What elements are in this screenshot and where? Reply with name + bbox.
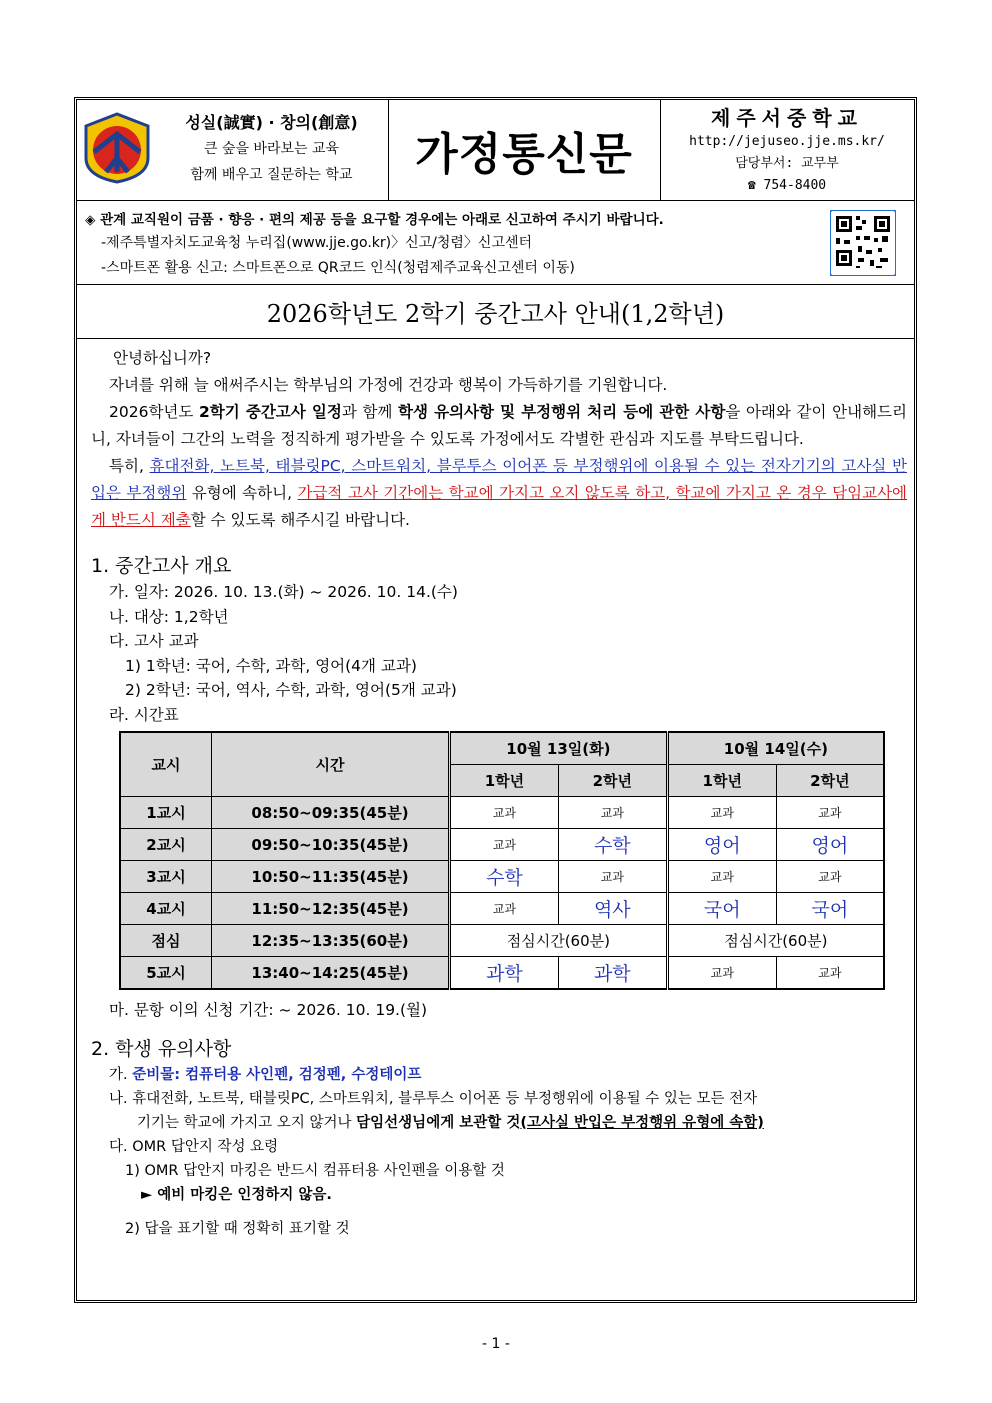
greeting: 안녕하십니까? (113, 349, 212, 367)
exam-timetable (119, 731, 885, 990)
title-cell (388, 100, 661, 200)
school-motto (159, 110, 384, 188)
subject-cell: 영어 (776, 829, 884, 861)
school-name: 제주서중학교 (711, 106, 863, 130)
school-logo-icon (84, 112, 150, 184)
logo-cell (77, 100, 389, 200)
subject-cell: 국어 (667, 893, 776, 925)
document-title: 2026학년도 2학기 중간고사 안내(1,2학년) (266, 299, 725, 328)
subject-cell: 국어 (776, 893, 884, 925)
list-item: 1) 1학년: 국어, 수학, 과학, 영어(4개 교과) (125, 656, 417, 675)
period-cell: 3교시 (120, 861, 212, 893)
header-grade: 1학년 (667, 765, 776, 797)
time-cell: 08:50~09:35(45분) (212, 797, 450, 829)
newsletter-title: 가정통신문 (415, 129, 633, 180)
table-row (120, 925, 884, 957)
subject-cell: 교과 (776, 957, 884, 990)
subject-cell: 교과 (558, 861, 667, 893)
table-row (120, 893, 884, 925)
subject-cell: 교과 (450, 893, 559, 925)
supplies-text: 준비물: 컴퓨터용 사인펜, 검정펜, 수정테이프 (132, 1066, 422, 1083)
time-cell: 11:50~12:35(45분) (212, 893, 450, 925)
integrity-notice (77, 200, 914, 285)
subject-cell: 수학 (450, 861, 559, 893)
time-cell: 09:50~10:35(45분) (212, 829, 450, 861)
header-day: 10월 14일(수) (667, 732, 884, 765)
document-title-bar (77, 284, 914, 339)
time-cell: 13:40~14:25(45분) (212, 957, 450, 990)
department: 담당부서: 교무부 (735, 156, 839, 171)
motto-line: 함께 배우고 질문하는 학교 (190, 167, 353, 183)
list-item: 마. 문항 이의 신청 기간: ~ 2026. 10. 19.(월) (109, 1001, 428, 1019)
header-day: 10월 13일(화) (450, 732, 668, 765)
intro-paragraph (91, 399, 907, 453)
warning-paragraph (91, 453, 907, 534)
header-grade: 2학년 (558, 765, 667, 797)
table-row (120, 797, 884, 829)
notice-line: ◈ 관계 교직원이 금품 · 향응 · 편의 제공 등을 요구할 경우에는 아래로 신고하여 주시기 바랍니다. (85, 212, 664, 228)
list-item (91, 1111, 907, 1135)
time-cell: 12:35~13:35(60분) (212, 925, 450, 957)
table-row (120, 957, 884, 990)
list-item: 나. 휴대전화, 노트북, 태블릿PC, 스마트워치, 블루투스 이어폰 등 부정행위에 이용될 수 있는 모든 전자 (109, 1090, 758, 1107)
period-cell: 4교시 (120, 893, 212, 925)
header-grade: 1학년 (450, 765, 559, 797)
bold-text: 학생 유의사항 및 부정행위 처리 등에 관한 사항 (398, 403, 726, 421)
subject-cell: 영어 (667, 829, 776, 861)
underline-text: (고사실 반입은 부정행위 유형에 속함) (520, 1114, 764, 1131)
section-title: 1. 중간고사 개요 (91, 555, 232, 577)
list-item: 라. 시간표 (109, 705, 179, 724)
period-cell: 점심 (120, 925, 212, 957)
table-row (120, 829, 884, 861)
subject-cell: 교과 (558, 797, 667, 829)
school-url[interactable]: http://jejuseo.jje.ms.kr/ (689, 134, 885, 149)
phone: ☎ 754-8400 (747, 178, 827, 193)
list-item: 다. 고사 교과 (109, 632, 199, 650)
text: 기기는 학교에 가지고 오지 않거나 (137, 1114, 357, 1131)
list-item: 나. 대상: 1,2학년 (109, 607, 229, 626)
list-item: 1) OMR 답안지 마킹은 반드시 컴퓨터용 사인펜을 이용할 것 (125, 1162, 505, 1179)
subject-cell: 교과 (667, 861, 776, 893)
lunch-cell: 점심시간(60분) (450, 925, 668, 957)
subject-cell: 교과 (450, 797, 559, 829)
subject-cell: 교과 (667, 957, 776, 990)
subject-cell: 교과 (776, 861, 884, 893)
header-period: 교시 (120, 732, 212, 797)
subject-cell: 수학 (558, 829, 667, 861)
subject-cell: 교과 (450, 829, 559, 861)
text: 과 함께 (341, 403, 399, 421)
period-cell: 5교시 (120, 957, 212, 990)
period-cell: 2교시 (120, 829, 212, 861)
motto-line: 성실(誠實) · 창의(創意) (185, 113, 358, 132)
header-grade: 2학년 (776, 765, 884, 797)
time-cell: 10:50~11:35(45분) (212, 861, 450, 893)
notice-line: -스마트폰 활용 신고: 스마트폰으로 QR코드 인식(청렴제주교육신고센터 이동) (101, 260, 575, 276)
subject-cell: 과학 (450, 957, 559, 990)
document-frame (74, 97, 917, 1303)
subject-cell: 교과 (667, 797, 776, 829)
text: 을 아래와 같이 안내해드리니, 자녀들이 그간의 노력을 정직하게 평가받을 수 있도록 가정에서도 각별한 관심과 지도를 부탁드립니다. (91, 403, 907, 448)
red-underline-text: 가급적 고사 기간에는 학교에 가지고 오지 않도록 하고, 학교에 가지고 온 경우 담임교사에게 반드시 제출 (91, 484, 908, 529)
text: 유형에 속하니, (186, 484, 298, 502)
text: 할 수 있도록 해주시길 바랍니다. (190, 511, 410, 529)
notice-line: -제주특별자치도교육청 누리집(www.jje.go.kr)〉신고/청렴〉신고센터 (101, 235, 533, 251)
blue-underline-text: 휴대전화, 노트북, 태블릿PC, 스마트워치, 블루투스 이어폰 등 부정행위에 이용될 수 있는 전자기기의 고사실 반입은 부정행위 (91, 457, 907, 502)
list-item: 다. OMR 답안지 작성 요령 (109, 1138, 279, 1155)
timetable-body (120, 797, 884, 990)
qr-code-icon[interactable] (830, 210, 896, 276)
page-number: - 1 - (482, 1336, 510, 1352)
motto-line: 큰 숲을 바라보는 교육 (203, 141, 340, 157)
subject-cell: 과학 (558, 957, 667, 990)
list-item: 가. 일자: 2026. 10. 13.(화) ~ 2026. 10. 14.(수) (109, 583, 458, 601)
list-item: 2) 답을 표기할 때 정확히 표기할 것 (125, 1220, 350, 1237)
subject-cell: 역사 (558, 893, 667, 925)
header-time: 시간 (212, 732, 450, 797)
bold-text: 2학기 중간고사 일정 (199, 403, 342, 421)
text: 2026학년도 (109, 403, 200, 421)
letter-body (91, 345, 907, 1241)
list-item: 2) 2학년: 국어, 역사, 수학, 과학, 영어(5개 교과) (125, 681, 457, 699)
text: 특히, (109, 457, 150, 475)
list-item (91, 1063, 907, 1087)
note: ► 예비 마킹은 인정하지 않음. (141, 1186, 332, 1203)
period-cell: 1교시 (120, 797, 212, 829)
lunch-cell: 점심시간(60분) (667, 925, 884, 957)
letterhead (77, 100, 914, 201)
subject-cell: 교과 (776, 797, 884, 829)
intro-paragraph: 자녀를 위해 늘 애써주시는 학부님의 가정에 건강과 행복이 가득하기를 기원합니다. (109, 376, 668, 394)
school-info (660, 100, 914, 200)
bold-text: 담임선생님에게 보관할 것 (356, 1114, 521, 1131)
table-row (120, 861, 884, 893)
section-title: 2. 학생 유의사항 (91, 1037, 232, 1060)
text: 가. (109, 1066, 133, 1083)
